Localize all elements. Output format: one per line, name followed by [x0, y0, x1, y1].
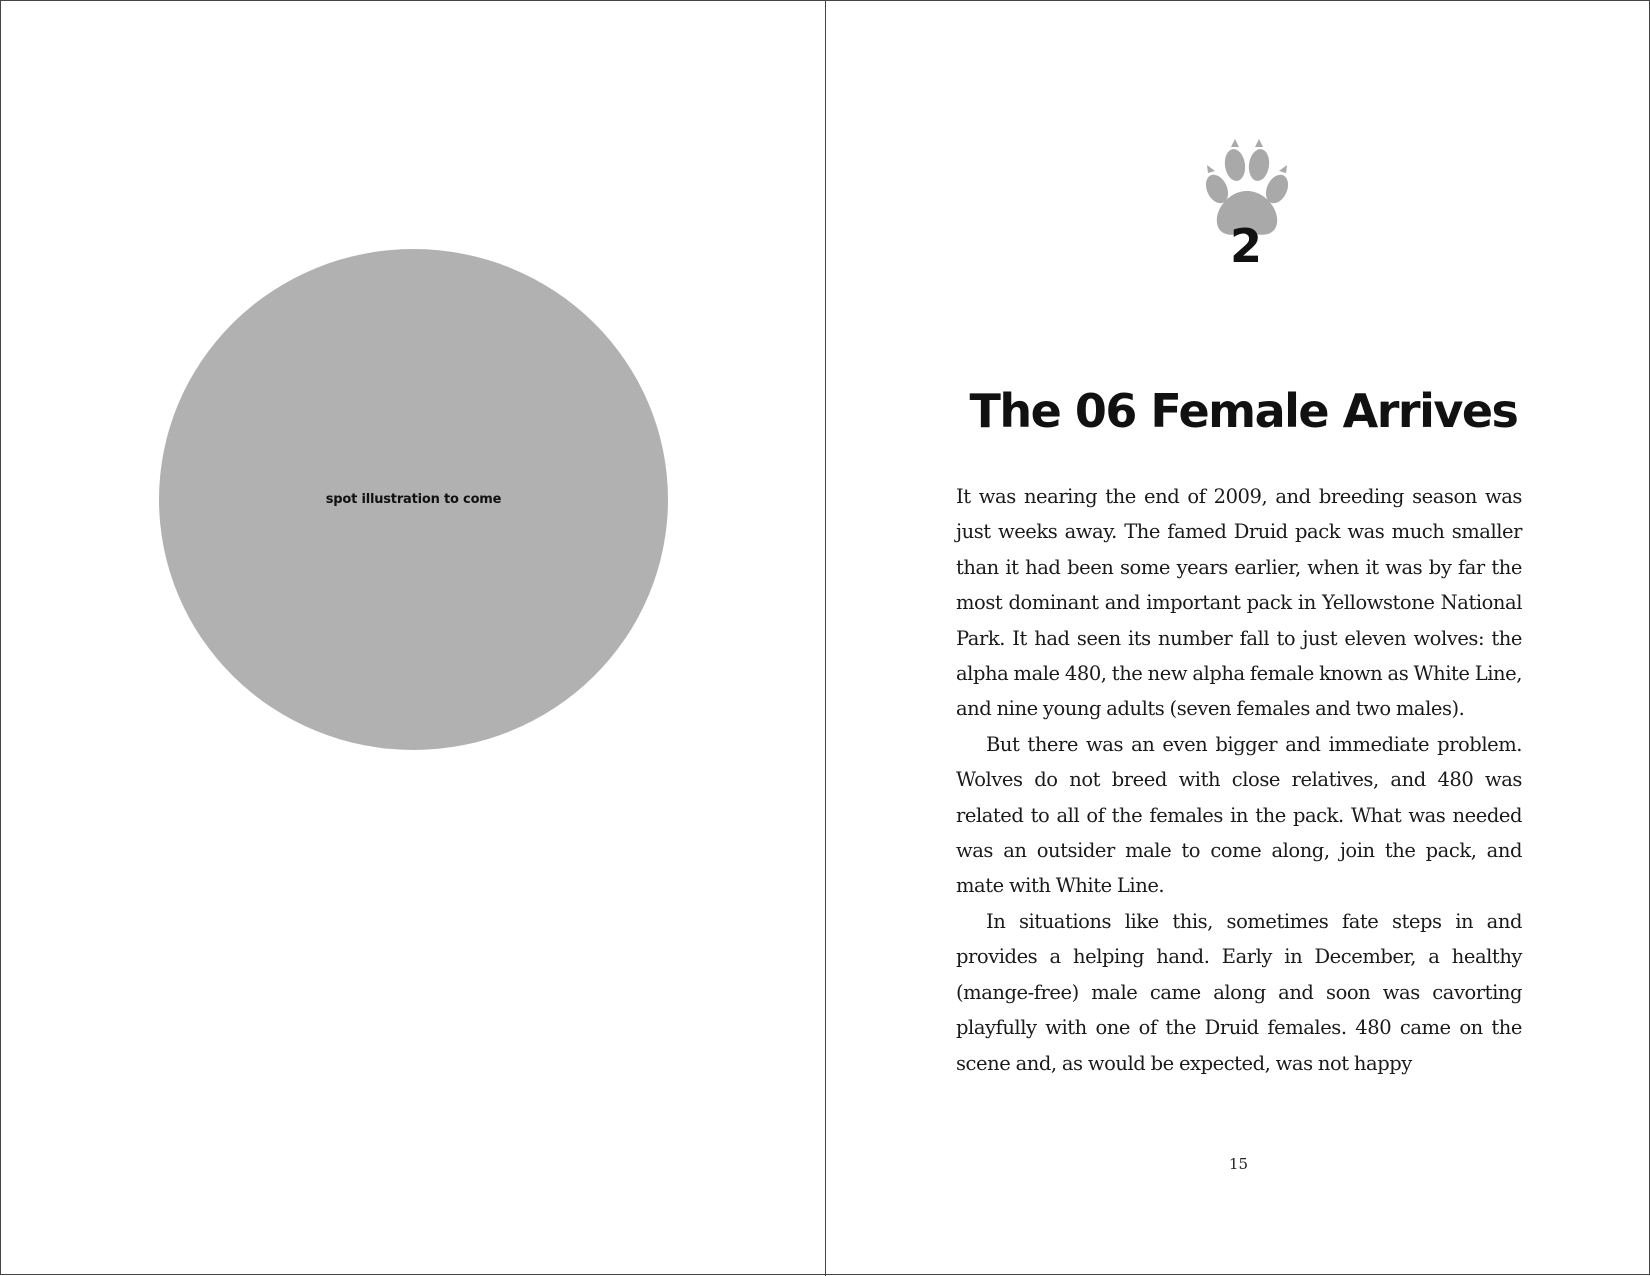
placeholder-label: spot illustration to come	[325, 492, 502, 507]
chapter-title: The 06 Female Arrives	[969, 384, 1518, 438]
paragraph: It was nearing the end of 2009, and breeding season was just weeks away. The famed Druid pack was much smaller than it had been some years earlier, when it was by far the most dominant and important pack in Yellowstone National Park. It had seen its number fall to just eleven wolves: the alpha male 480, the new alpha female known as White Line, and nine young adults (seven females and two males).	[956, 485, 1522, 721]
paragraph: But there was an even bigger and immediate problem. Wolves do not breed with close relatives, and 480 was related to all of the females in the pack. What was needed was an outsider male to come along, join the pack, and mate with White Line.	[956, 732, 1522, 898]
right-page	[826, 1, 1650, 1276]
body-text	[956, 479, 1522, 1081]
chapter-marker	[1191, 139, 1301, 279]
chapter-number: 2	[1229, 219, 1262, 273]
page-number: 15	[1228, 1155, 1249, 1173]
left-page	[1, 1, 825, 1276]
spot-illustration-placeholder	[159, 249, 668, 750]
paragraph: In situations like this, sometimes fate steps in and provides a helping hand. Early in December, a healthy (mange-free) male came along and soon was cavorting playfully with one of the Druid females. 480 came on the scene and, as would be expected, was not happy	[956, 909, 1522, 1075]
